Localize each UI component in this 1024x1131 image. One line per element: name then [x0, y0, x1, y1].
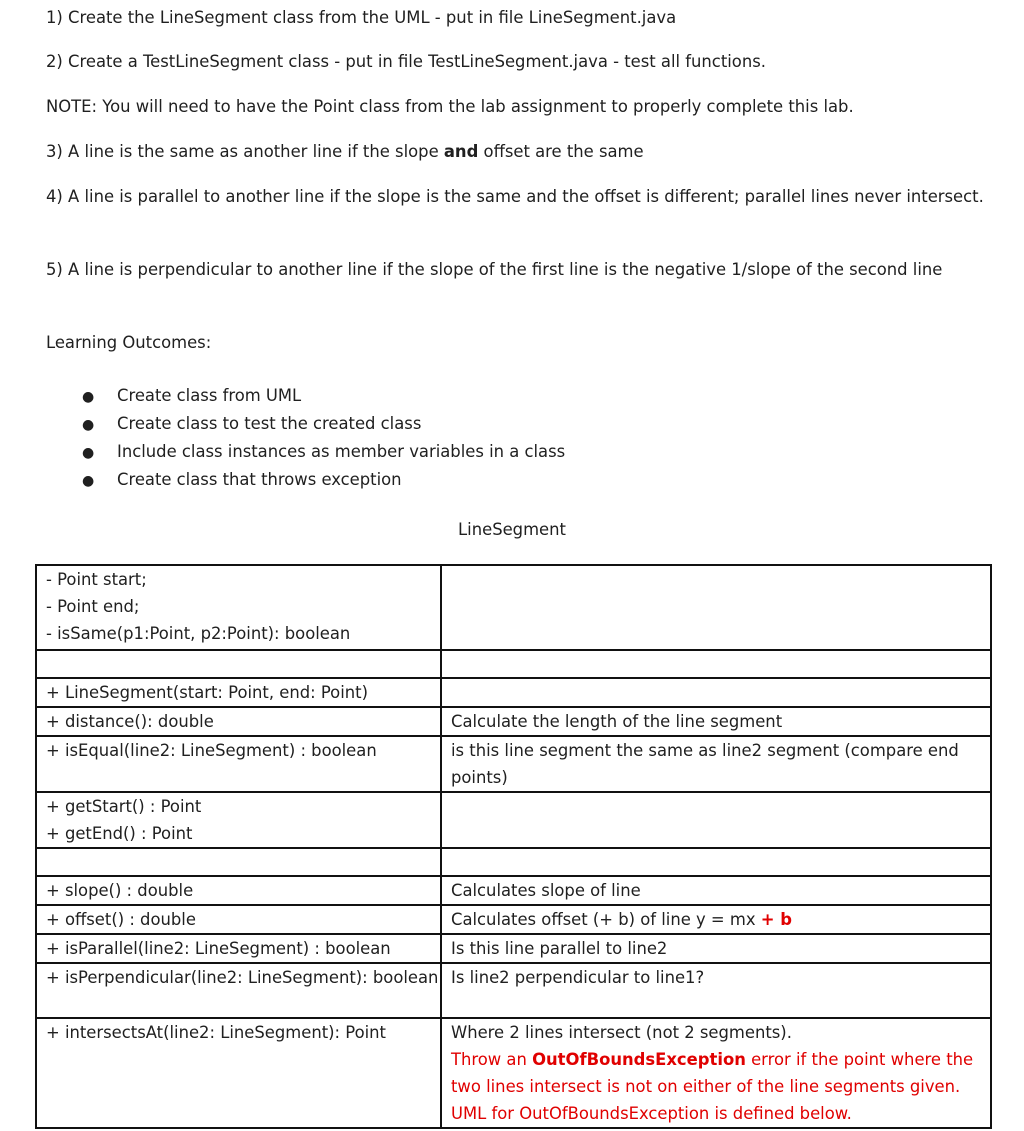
outcome-label: Create class to test the created class	[117, 414, 422, 433]
desc-is-perpendicular: Is line2 perpendicular to line1?	[441, 963, 991, 1018]
learning-outcomes-title: Learning Outcomes:	[46, 333, 212, 352]
method-slope: + slope() : double	[36, 876, 441, 905]
desc-offset-highlight: + b	[760, 910, 792, 929]
table-row	[36, 876, 991, 905]
bullet-icon: ●	[82, 417, 95, 433]
exception-note	[451, 1046, 990, 1127]
instruction-3	[46, 138, 986, 165]
desc-offset	[441, 905, 991, 934]
empty-cell	[441, 678, 991, 707]
outcome-item	[82, 382, 301, 411]
outcome-label: Create class that throws exception	[117, 470, 402, 489]
table-row	[36, 678, 991, 707]
method-get-end: + getEnd() : Point	[46, 824, 193, 843]
desc-distance: Calculate the length of the line segment	[441, 707, 991, 736]
instruction-4: 4) A line is parallel to another line if the slope is the same and the offset is different; parallel lines never intersect.	[46, 187, 984, 206]
table-row	[36, 963, 991, 1018]
table-row	[36, 1018, 991, 1128]
desc-intersects-at-text: Where 2 lines intersect (not 2 segments).	[451, 1023, 792, 1042]
field-end: - Point end;	[46, 597, 140, 616]
desc-offset-text: Calculates offset (+ b) of line y = mx	[451, 910, 761, 929]
empty-cell	[36, 848, 441, 876]
desc-intersects-at	[441, 1018, 991, 1128]
desc-slope: Calculates slope of line	[441, 876, 991, 905]
method-is-parallel: + isParallel(line2: LineSegment) : boolean	[36, 934, 441, 963]
bullet-icon: ●	[82, 445, 95, 461]
bullet-icon: ●	[82, 389, 95, 405]
method-is-same: - isSame(p1:Point, p2:Point): boolean	[46, 624, 351, 643]
outcome-item	[82, 410, 421, 439]
exception-name: OutOfBoundsException	[532, 1050, 746, 1069]
method-is-perpendicular: + isPerpendicular(line2: LineSegment): boolean	[36, 963, 441, 1018]
desc-is-equal: is this line segment the same as line2 segment (compare end points)	[441, 736, 991, 792]
outcome-label: Create class from UML	[117, 386, 302, 405]
exception-note-post: error if the point where the two lines intersect is not on either of the line segments given. UML for OutOfBoundsException is defined below.	[451, 1050, 974, 1123]
exception-note-pre: Throw an	[451, 1050, 533, 1069]
table-row	[36, 934, 991, 963]
uml-table	[35, 564, 992, 1129]
instruction-3-post: offset are the same	[478, 142, 644, 161]
desc-is-parallel: Is this line parallel to line2	[441, 934, 991, 963]
instruction-3-bold: and	[443, 142, 479, 161]
constructor-cell: + LineSegment(start: Point, end: Point)	[36, 678, 441, 707]
table-row	[36, 736, 991, 792]
note: NOTE: You will need to have the Point class from the lab assignment to properly complete this lab.	[46, 97, 854, 116]
table-row	[36, 905, 991, 934]
fields-cell	[36, 565, 441, 650]
empty-cell	[36, 650, 441, 678]
table-row	[36, 792, 991, 848]
method-is-equal: + isEqual(line2: LineSegment) : boolean	[36, 736, 441, 792]
empty-cell	[441, 565, 991, 650]
instruction-5: 5) A line is perpendicular to another line if the slope of the first line is the negative 1/slope of the second line	[46, 260, 943, 279]
instruction-3-pre: 3) A line is the same as another line if the slope	[46, 142, 444, 161]
empty-cell	[441, 650, 991, 678]
method-distance: + distance(): double	[36, 707, 441, 736]
table-row	[36, 650, 991, 678]
uml-class-name: LineSegment	[458, 520, 566, 539]
method-offset: + offset() : double	[36, 905, 441, 934]
bullet-icon: ●	[82, 473, 95, 489]
empty-cell	[441, 848, 991, 876]
getters-cell	[36, 792, 441, 848]
outcome-item	[82, 466, 402, 495]
instruction-1: 1) Create the LineSegment class from the UML - put in file LineSegment.java	[46, 8, 677, 27]
table-row	[36, 707, 991, 736]
empty-cell	[441, 792, 991, 848]
field-start: - Point start;	[46, 570, 147, 589]
method-get-start: + getStart() : Point	[46, 797, 202, 816]
outcome-item	[82, 438, 565, 467]
table-row	[36, 848, 991, 876]
outcome-label: Include class instances as member variables in a class	[117, 442, 566, 461]
instruction-2: 2) Create a TestLineSegment class - put in file TestLineSegment.java - test all functions.	[46, 52, 766, 71]
table-row	[36, 565, 991, 650]
method-intersects-at: + intersectsAt(line2: LineSegment): Point	[36, 1018, 441, 1128]
